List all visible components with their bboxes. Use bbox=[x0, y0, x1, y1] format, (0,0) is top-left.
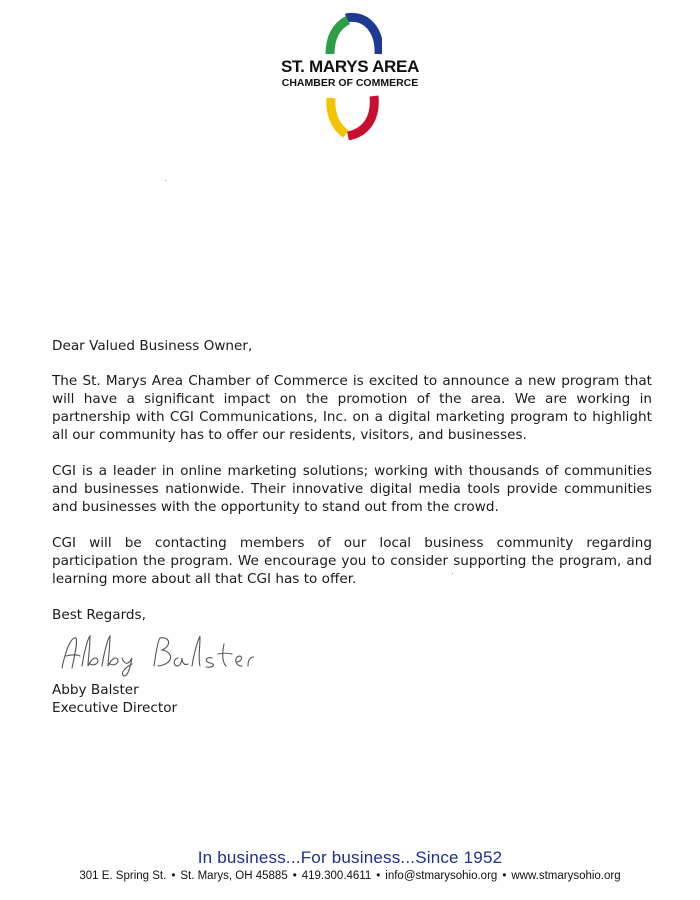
salutation: Dear Valued Business Owner, bbox=[52, 338, 253, 354]
paragraph-announcement: The St. Marys Area Chamber of Commerce is excited to announce a new program that will have a significant impact on the promotion of the area. We are working in partnership with CGI Communications, Inc. on a digital marketing program to highlight all our community has to offer our residents, visitors, and businesses. bbox=[52, 373, 652, 443]
footer-contact bbox=[0, 870, 700, 882]
signer-name: Abby Balster bbox=[52, 682, 139, 698]
bullet-separator: • bbox=[376, 870, 381, 882]
org-subtitle: CHAMBER OF COMMERCE bbox=[281, 77, 419, 89]
bullet-separator: • bbox=[292, 870, 297, 882]
bullet-separator: • bbox=[171, 870, 176, 882]
handwritten-signature bbox=[54, 628, 254, 678]
chamber-logo-icon bbox=[322, 12, 382, 140]
paragraph-about-cgi: CGI is a leader in online marketing solutions; working with thousands of communities and businesses nationwide. Their innovative digital media tools provide communities and businesses with the opportunity to stand out from the crowd. bbox=[52, 463, 652, 515]
footer-tagline: In business...For business...Since 1952 bbox=[197, 848, 503, 867]
letterhead bbox=[0, 8, 700, 138]
footer-website: www.stmarysohio.org bbox=[511, 870, 621, 882]
letter-body bbox=[52, 337, 652, 717]
bullet-separator: • bbox=[502, 870, 507, 882]
scan-speck bbox=[165, 180, 166, 181]
footer-city: St. Marys, OH 45885 bbox=[180, 870, 288, 882]
footer-email: info@stmarysohio.org bbox=[385, 870, 498, 882]
signer-title: Executive Director bbox=[52, 700, 178, 716]
footer-address: 301 E. Spring St. bbox=[79, 870, 167, 882]
footer-phone: 419.300.4611 bbox=[301, 870, 372, 882]
org-name: ST. MARYS AREA bbox=[280, 57, 420, 76]
closing: Best Regards, bbox=[52, 607, 146, 623]
paragraph-participation: CGI will be contacting members of our local business community regarding participation the program. We encourage you to consider supporting the program, and learning more about all that CGI has to offer. bbox=[52, 535, 652, 587]
